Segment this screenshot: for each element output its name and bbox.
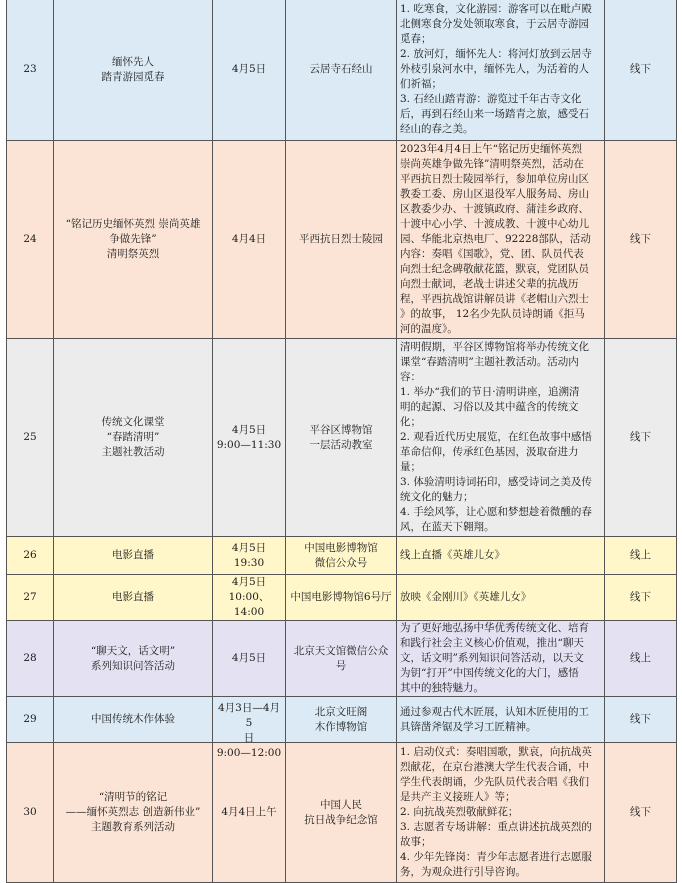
cell-line: 中国电影博物馆6号厅 — [290, 591, 392, 603]
cell-line: 北京天文馆微信公众 — [293, 644, 389, 657]
cell-line: 革命信仰，传承红色基因，汲取奋进力 — [400, 446, 579, 458]
cell-line: 园、华能北京热电厂、92228部队，活动 — [400, 233, 591, 245]
cell-line: 学生代表朗诵，少先队员代表合唱《我们 — [400, 776, 589, 788]
activity-name — [54, 0, 213, 141]
cell-line: 是共产主义接班人》等； — [400, 791, 516, 803]
cell-line: 3. 志愿者专场讲解：重点讲述抗战英烈的 — [400, 821, 592, 833]
cell-line: 3. 体验清明诗词拓印，感受诗词之美及传 — [400, 476, 592, 488]
cell-line: 河的温度》。 — [400, 323, 458, 335]
cell-line: 2. 向抗战英烈敬献鲜花； — [400, 806, 519, 818]
cell-line: 缅怀先人 — [112, 55, 154, 68]
cell-line: 经山的春之美。 — [400, 123, 474, 135]
row-number: 28 — [7, 621, 54, 697]
cell-line: 4月5日 — [231, 652, 267, 664]
cell-line: 区教委少办、十渡镇政府、蒲洼乡政府、 — [400, 203, 589, 215]
cell-line: 9:00—12:00 — [216, 746, 282, 759]
cell-line: 一层活动教室 — [309, 438, 373, 451]
activity-schedule-table — [6, 0, 677, 883]
activity-description — [397, 141, 605, 339]
activity-time — [213, 0, 286, 141]
activity-place — [286, 621, 397, 697]
table-row — [7, 697, 677, 743]
table-row — [7, 339, 677, 537]
cell-line: 清明假期，平谷区博物馆将举办传统文化 — [400, 341, 589, 353]
activity-place — [286, 575, 397, 621]
activity-description — [397, 575, 605, 621]
activity-time — [213, 621, 286, 697]
cell-line: 化； — [400, 416, 421, 428]
cell-line: 和践行社会主义核心价值观，推出“聊天 — [400, 637, 584, 649]
cell-line: 向烈士纪念碑敬献花篮，默哀，党团队员 — [400, 263, 589, 275]
cell-line: 电影直播 — [112, 549, 154, 561]
cell-line: 1. 启动仪式：奏唱国歌，默哀，向抗战英 — [400, 746, 592, 758]
cell-line: 1. 举办“我们的节日·清明讲座，追溯清 — [400, 386, 580, 398]
cell-line: 们祈福； — [400, 78, 442, 90]
cell-line: 北京文旺阁 — [314, 705, 368, 718]
activity-place — [286, 0, 397, 141]
cell-line: 文，话文明”系列知识问答活动，以天文 — [400, 652, 584, 664]
activity-place — [286, 537, 397, 575]
cell-line: 中国传统木作体验 — [91, 713, 175, 725]
cell-line: 微信公众号 — [314, 556, 368, 569]
cell-line: 2. 放河灯，缅怀先人：将河灯放到云居寺 — [400, 48, 592, 60]
cell-line: 踏青游园觅春 — [101, 70, 165, 83]
cell-line: 4. 少年先锋岗：青少年志愿者进行志愿服 — [400, 851, 592, 863]
table-row — [7, 141, 677, 339]
cell-line: 号 — [335, 659, 347, 672]
activity-name — [54, 697, 213, 743]
cell-line: 清明祭英烈 — [106, 248, 160, 260]
cell-line: “铭记历史缅怀英烈 崇尚英雄 — [65, 218, 201, 230]
row-number: 25 — [7, 339, 54, 537]
cell-line: 2. 观看近代历史展览，在红色故事中感悟 — [400, 431, 592, 443]
activity-place — [286, 697, 397, 743]
cell-line: 4月5日 — [231, 541, 267, 554]
cell-line: 北侧寒食分发处领取寒食，于云居寺游园 — [400, 18, 589, 30]
cell-line: 10:00、14:00 — [228, 591, 270, 618]
cell-line: 务，为观众进行引导咨询。 — [400, 866, 526, 878]
cell-line: 19:30 — [233, 556, 265, 569]
cell-line: 抗日战争纪念馆 — [304, 813, 378, 826]
cell-line: 平谷区博物馆 — [309, 423, 373, 436]
activity-description — [397, 0, 605, 141]
row-number: 23 — [7, 0, 54, 141]
cell-line: 后，再到石经山来一场踏青之旅，感受石 — [400, 108, 589, 120]
cell-line: 烈献花，在京台港澳大学生代表合诵，中 — [400, 761, 589, 773]
activity-name — [54, 575, 213, 621]
row-number: 29 — [7, 697, 54, 743]
activity-name — [54, 743, 213, 883]
cell-line: 崇尚英雄争做先锋”清明祭英烈，活动在 — [400, 158, 584, 170]
cell-line: 4月4日上午 — [221, 806, 277, 818]
activity-place — [286, 141, 397, 339]
cell-line: 容： — [400, 371, 421, 383]
activity-place — [286, 743, 397, 883]
activity-name — [54, 621, 213, 697]
table-row — [7, 621, 677, 697]
activity-mode: 线下 — [605, 697, 677, 743]
table-row — [7, 0, 677, 141]
cell-line: 》的故事， 12名少先队员诗朗诵《拒马 — [400, 308, 585, 320]
activity-name — [54, 141, 213, 339]
cell-line: 1. 吃寒食，文化游园：游客可以在毗卢殿 — [400, 3, 592, 15]
activity-time — [213, 697, 286, 759]
cell-line: 程，平西抗战馆讲解员讲《老帽山六烈士 — [400, 293, 589, 305]
cell-line: 为钥“打开”中国传统文化的大门，感悟 — [400, 667, 579, 679]
cell-line: ——缅怀英烈志 创造新伟业” — [65, 806, 201, 818]
activity-mode: 线下 — [605, 575, 677, 621]
cell-line: “春踏清明” — [106, 431, 160, 443]
activity-time — [213, 339, 286, 537]
cell-line: 云居寺石经山 — [309, 63, 373, 75]
cell-line: 4. 手绘风筝，让心愿和梦想趁着微醺的春 — [400, 506, 592, 518]
table-row — [7, 537, 677, 575]
cell-line: 内容：奏唱《国歌》，党、团、队员代表 — [400, 248, 584, 260]
cell-line: 教委工委、房山区退役军人服务局、房山 — [400, 188, 589, 200]
row-number: 24 — [7, 141, 54, 339]
cell-line: 木作博物馆 — [314, 720, 368, 733]
cell-line: 觅春； — [400, 33, 432, 45]
activity-mode: 线下 — [605, 0, 677, 141]
cell-line: 日 — [243, 731, 255, 744]
cell-line: 主题教育系列活动 — [91, 821, 175, 833]
cell-line: 线上直播《英雄儿女》 — [400, 549, 505, 561]
cell-line: 系列知识问答活动 — [91, 659, 175, 672]
activity-mode: 线下 — [605, 743, 677, 883]
cell-line: 具锛凿斧锯及学习工匠精神。 — [400, 720, 537, 733]
activity-mode: 线上 — [605, 621, 677, 697]
cell-line: 统文化的魅力； — [400, 491, 474, 503]
cell-line: 4月4日 — [231, 233, 267, 245]
cell-line: 4月5日 — [231, 423, 267, 436]
cell-line: 传统文化课堂 — [101, 416, 165, 428]
activity-time — [213, 141, 286, 339]
row-number: 30 — [7, 743, 54, 883]
cell-line: 3. 石经山踏青游：游览过千年古寺文化 — [400, 93, 582, 105]
activity-name — [54, 537, 213, 575]
row-number: 26 — [7, 537, 54, 575]
cell-line: 其中的独特魅力。 — [400, 682, 484, 694]
cell-line: 风，在蓝天下翱翔。 — [400, 521, 495, 533]
cell-line: 主题社教活动 — [101, 446, 165, 458]
activity-place — [286, 339, 397, 537]
cell-line: 4月5日 — [231, 576, 267, 588]
table-row — [7, 575, 677, 621]
activity-description — [397, 537, 605, 575]
cell-line: 2023年4月4日上午“铭记历史缅怀英烈 — [400, 143, 582, 155]
cell-line: “聊天文，话文明” — [90, 644, 176, 657]
cell-line: 争做先锋” — [109, 233, 157, 245]
cell-line: 中国人民 — [320, 798, 362, 811]
cell-line: 4月5日 — [231, 63, 267, 75]
activity-description — [397, 339, 605, 537]
activity-description — [397, 621, 605, 697]
activity-mode: 线下 — [605, 339, 677, 537]
cell-line: 课堂“春踏清明”主题社教活动。活动内 — [400, 356, 579, 368]
activity-time — [213, 537, 286, 575]
cell-line: “清明节的铭记 — [98, 791, 168, 803]
cell-line: 9:00—11:30 — [216, 438, 282, 451]
cell-line: 中国电影博物馆 — [304, 541, 378, 554]
activity-mode: 线下 — [605, 141, 677, 339]
cell-line: 故事； — [400, 836, 432, 848]
cell-line: 量； — [400, 461, 421, 473]
activity-description — [397, 743, 605, 883]
table-row — [7, 743, 677, 883]
cell-line: 通过参观古代木匠展，认知木匠使用的工 — [400, 705, 589, 718]
activity-time — [213, 743, 286, 883]
row-number: 27 — [7, 575, 54, 621]
cell-line: 十渡中心小学、十渡成教、十渡中心幼儿 — [400, 218, 589, 230]
cell-line: 放映《金刚川》《英雄儿女》 — [400, 591, 532, 603]
cell-line: 4月3日—4月5 — [217, 701, 281, 729]
activity-name — [54, 339, 213, 537]
activity-time — [213, 575, 286, 621]
cell-line: 明的起源、习俗以及其中蕴含的传统文 — [400, 401, 579, 413]
cell-line: 电影直播 — [112, 591, 154, 603]
activity-mode: 线上 — [605, 537, 677, 575]
activity-description — [397, 697, 605, 743]
cell-line: 为了更好地弘扬中华优秀传统文化、培育 — [400, 622, 589, 634]
cell-line: 向烈士献词，老战士讲述父辈的抗战历 — [400, 278, 579, 290]
cell-line: 平西抗日烈士陵园举行，参加单位房山区 — [400, 173, 589, 185]
cell-line: 平西抗日烈士陵园 — [299, 233, 383, 245]
cell-line: 外枝引泉河水中，缅怀先人，为活着的人 — [400, 63, 589, 75]
